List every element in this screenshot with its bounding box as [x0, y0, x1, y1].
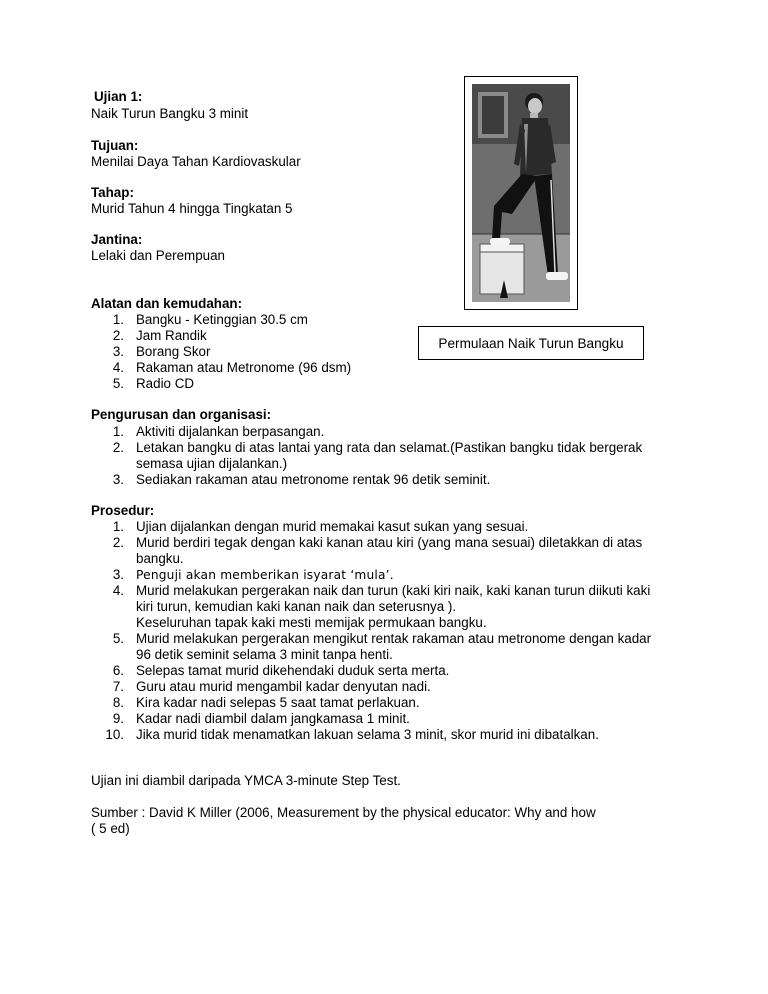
tahap-heading: Tahap: — [91, 185, 134, 200]
prosedur-item-text: Guru atau murid mengambil kadar denyutan nadi. — [136, 679, 431, 694]
pengurusan-item-number: 3. — [112, 472, 124, 487]
prosedur-item-number: 9. — [112, 711, 124, 726]
alatan-item-text: Borang Skor — [136, 344, 211, 359]
alatan-item-number: 1. — [112, 312, 124, 327]
prosedur-item-text: Selepas tamat murid dikehendaki duduk serta merta. — [136, 663, 450, 678]
pengurusan-item-text: Letakan bangku di atas lantai yang rata dan selamat.(Pastikan bangku tidak bergerak — [136, 440, 643, 455]
alatan-item-number: 2. — [112, 328, 124, 343]
prosedur-item-number: 7. — [112, 679, 124, 694]
prosedur-item-text: Kadar nadi diambil dalam jangkamasa 1 minit. — [136, 711, 410, 726]
prosedur-item-text: Murid melakukan pergerakan mengikut rentak rakaman atau metronome dengan kadar — [136, 631, 652, 646]
alatan-item-text: Rakaman atau Metronome (96 dsm) — [136, 360, 352, 375]
prosedur-item-number: 4. — [112, 583, 124, 598]
prosedur-item-text: Ujian dijalankan dengan murid memakai kasut sukan yang sesuai. — [136, 519, 529, 534]
prosedur-item-text: Penguji akan memberikan isyarat ‘mula’. — [136, 568, 394, 582]
pengurusan-heading: Pengurusan dan organisasi: — [91, 407, 272, 422]
pengurusan-item-text: semasa ujian dijalankan.) — [136, 456, 288, 471]
alatan-item-number: 4. — [112, 360, 124, 375]
prosedur-item-text: 96 detik seminit selama 3 minit tanpa henti. — [136, 647, 393, 662]
jantina-heading: Jantina: — [91, 232, 143, 247]
prosedur-item-number: 10. — [105, 727, 124, 742]
note-text: Ujian ini diambil daripada YMCA 3-minute Step Test. — [91, 773, 401, 788]
alatan-item-number: 5. — [112, 376, 124, 391]
alatan-item-number: 3. — [112, 344, 124, 359]
prosedur-item-number: 8. — [112, 695, 124, 710]
prosedur-item-text: Kira kadar nadi selepas 5 saat tamat perlakuan. — [136, 695, 420, 710]
ujian-text: Naik Turun Bangku 3 minit — [91, 106, 249, 121]
alatan-heading: Alatan dan kemudahan: — [91, 296, 243, 311]
prosedur-item-number: 5. — [112, 631, 124, 646]
tahap-text: Murid Tahun 4 hingga Tingkatan 5 — [91, 201, 293, 216]
tujuan-text: Menilai Daya Tahan Kardiovaskular — [91, 154, 301, 169]
pengurusan-item-number: 2. — [112, 440, 124, 455]
tujuan-heading: Tujuan: — [91, 138, 139, 153]
alatan-item-text: Jam Randik — [136, 328, 207, 343]
prosedur-item-number: 6. — [112, 663, 124, 678]
photo-caption: Permulaan Naik Turun Bangku — [418, 326, 644, 360]
prosedur-item-text: Keseluruhan tapak kaki mesti memijak permukaan bangku. — [136, 615, 487, 630]
source-line-2: ( 5 ed) — [91, 821, 130, 836]
prosedur-item-text: kiri turun, kemudian kaki kanan naik dan seterusnya ). — [136, 599, 457, 614]
prosedur-item-text: bangku. — [136, 551, 184, 566]
prosedur-item-number: 1. — [112, 519, 124, 534]
alatan-item-text: Radio CD — [136, 376, 195, 391]
source-line-1: Sumber : David K Miller (2006, Measurement by the physical educator: Why and how — [91, 805, 596, 820]
step-test-photo — [464, 76, 578, 310]
pengurusan-item-text: Aktiviti dijalankan berpasangan. — [136, 424, 325, 439]
pengurusan-item-text: Sediakan rakaman atau metronome rentak 96 detik seminit. — [136, 472, 491, 487]
jantina-text: Lelaki dan Perempuan — [91, 248, 225, 263]
pengurusan-item-number: 1. — [112, 424, 124, 439]
prosedur-heading: Prosedur: — [91, 503, 155, 518]
prosedur-item-text: Murid melakukan pergerakan naik dan turun (kaki kiri naik, kaki kanan turun diikuti kaki — [136, 583, 651, 598]
student-stepping-photo — [472, 84, 570, 302]
alatan-item-text: Bangku - Ketinggian 30.5 cm — [136, 312, 308, 327]
prosedur-item-text: Murid berdiri tegak dengan kaki kanan atau kiri (yang mana sesuai) diletakkan di atas — [136, 535, 643, 550]
prosedur-item-number: 3. — [112, 567, 124, 582]
ujian-heading: Ujian 1: — [94, 89, 143, 104]
prosedur-item-text: Jika murid tidak menamatkan lakuan selama 3 minit, skor murid ini dibatalkan. — [136, 727, 599, 742]
prosedur-item-number: 2. — [112, 535, 124, 550]
